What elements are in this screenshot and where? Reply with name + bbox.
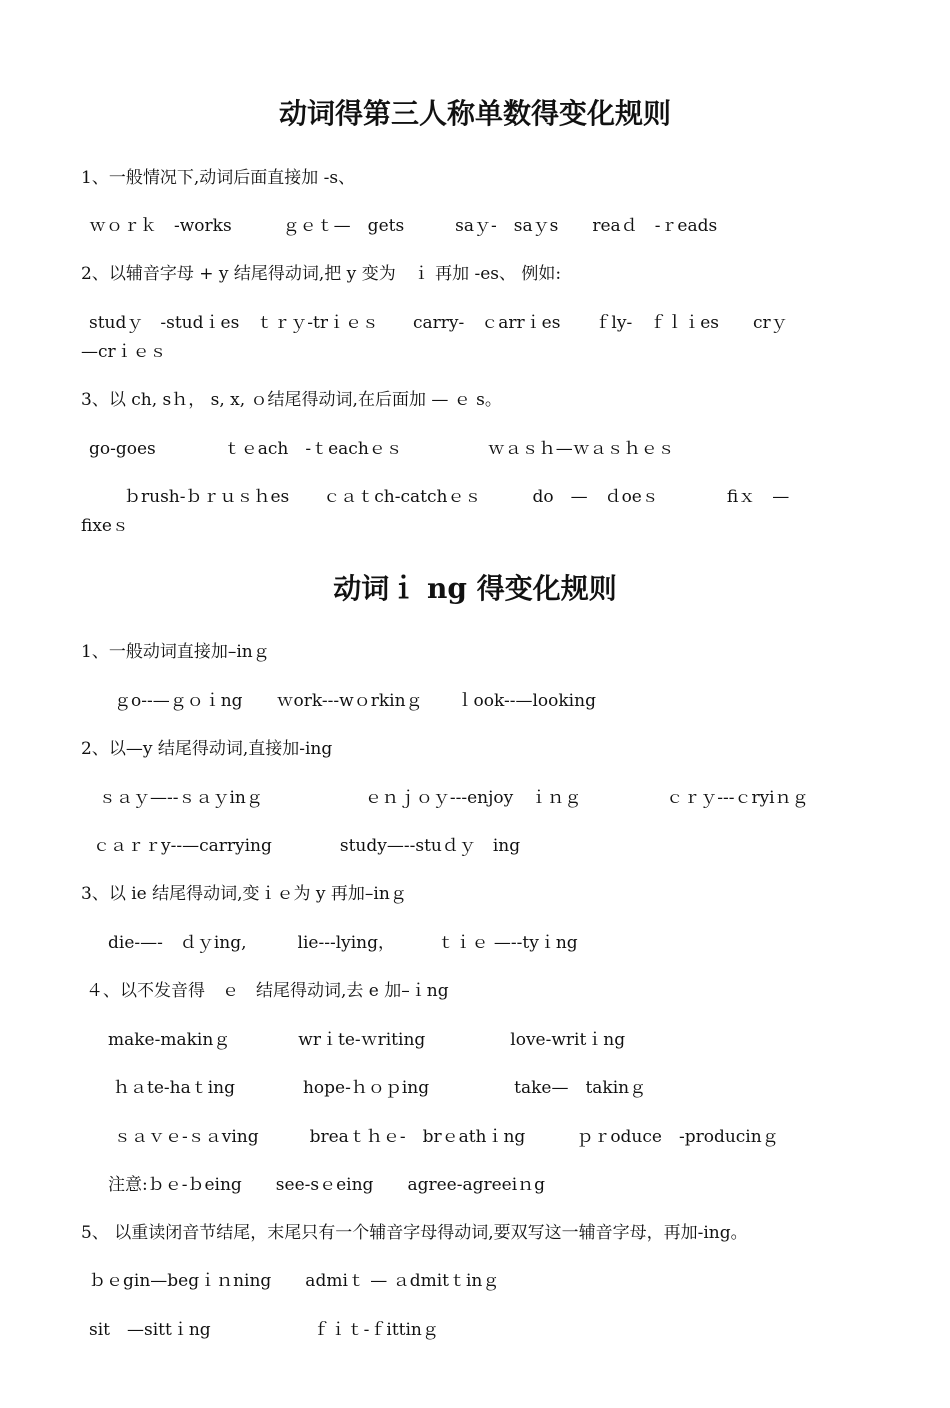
section1-rule2: 2、以辅音字母 + y 结尾得动词,把 y 变为 ｉ 再加 -es、 例如: — [81, 264, 562, 284]
section2-example2a: ｓａｙ—--ｓａｙinｇ ｅｎｊｏｙ---enjoy ｉｎｇ ｃｒｙ---ｃryiｎｇ — [99, 788, 809, 808]
section2-rule4: ４、以不发音得 ｅ 结尾得动词,去 e 加–ｉng — [86, 981, 449, 1001]
section2-rule3: 3、以 ie 结尾得动词,变ｉｅ为 y 再加–inｇ — [81, 884, 407, 904]
section2-example5a: ｂｅgin—begｉｎning admiｔ — ａdmitｔinｇ — [89, 1271, 500, 1291]
section2-rule1: 1、一般动词直接加–inｇ — [81, 642, 270, 662]
section2-example4b: ｈａte-haｔing hope-ｈｏｐing take— takinｇ — [113, 1078, 647, 1098]
section2-rule2: 2、以—y 结尾得动词,直接加-ing — [81, 739, 333, 759]
section2-rule5: 5、 以重读闭音节结尾，末尾只有一个辅音字母得动词,要双写这一辅音字母，再加-ing。 — [81, 1223, 748, 1243]
section2-example1: ｇo--—ｇｏｉng ｗork---wｏrkinｇ ｌook--—looking — [114, 691, 596, 711]
section2-example2b: ｃａｒｒy--—carrying study—--stuｄｙ ing — [93, 836, 521, 856]
section1-example3c: fixeｓ — [81, 516, 129, 536]
section2-example4c: ｓａｖｅ-ｓａving breaｔｈｅ- brｅathｉng ｐｒoduce -producinｇ — [114, 1127, 779, 1147]
section1-example1: ｗｏｒｋ -works ｇｅｔ— gets saｙ- saｙs reaｄ -ｒeads — [89, 216, 718, 236]
section1-rule3: 3、以 ch, sｈ， s, x, ｏ结尾得动词,在后面加 — ｅ s。 — [81, 390, 502, 410]
section2-example4a: make-makinｇ wrｉte-ｗriting love-writｉng — [108, 1030, 626, 1050]
section2-example5b: sit —sittｉng ｆｉｔ-ｆittinｇ — [89, 1320, 439, 1340]
section2-note: 注意:ｂｅ-ｂeing see-sｅeing agree-agreeiｎg — [108, 1175, 546, 1195]
section2-example3: die-—- ｄｙing, lie---lying， ｔｉｅ —--tyｉng — [108, 933, 578, 953]
section1-example2a: studｙ -studｉes ｔｒｙ-trｉｅｓ carry- ｃarrｉes ｆly- ｆｌｉes crｙ — [89, 313, 788, 333]
section2-title: 动词ｉ ng 得变化规则 — [333, 572, 617, 605]
section1-example3a: go-goes ｔｅach -ｔeachｅｓ ｗａｓｈ—ｗａｓｈｅｓ — [89, 439, 675, 459]
section1-example3b: ｂrush-ｂｒｕｓｈes ｃａｔch-catchｅｓ do — ｄoeｓ fiｘ — — [124, 487, 790, 507]
section1-example2b: —crｉｅｓ — [81, 342, 167, 362]
section1-rule1: 1、一般情况下,动词后面直接加 -s、 — [81, 168, 356, 188]
section1-title: 动词得第三人称单数得变化规则 — [278, 97, 671, 130]
